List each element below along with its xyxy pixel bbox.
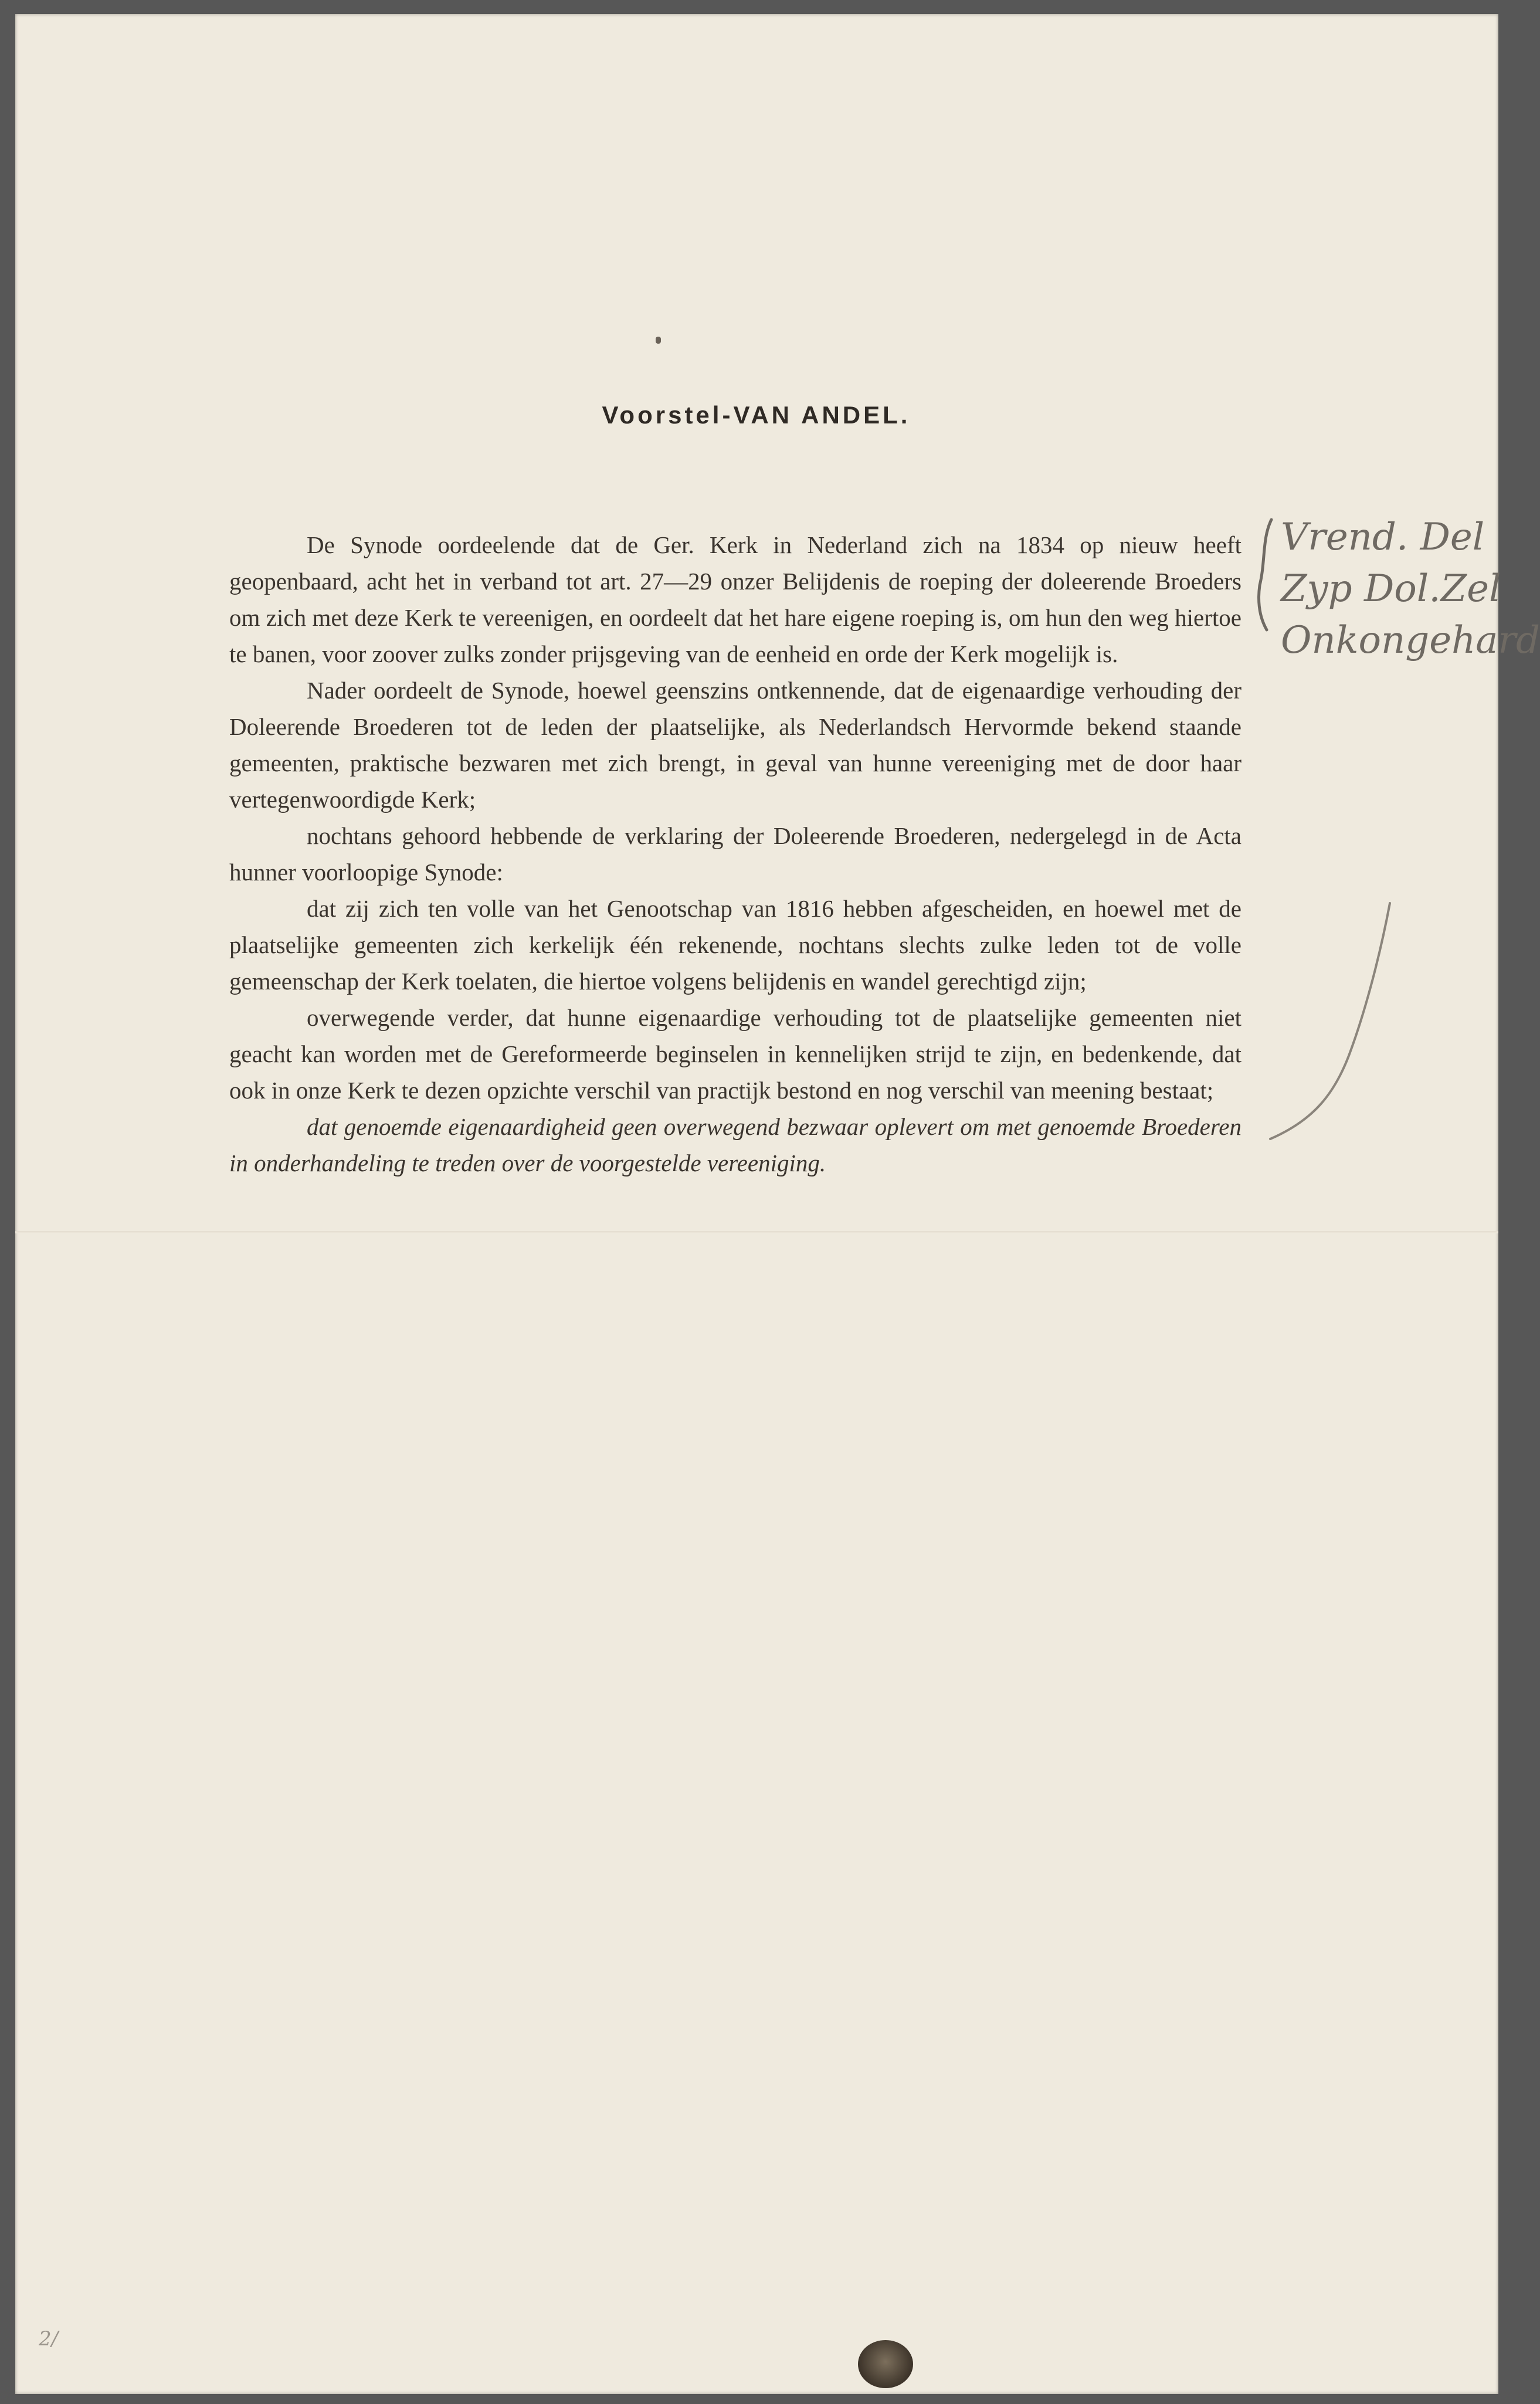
margin-note-line-2: Zyp Dol.Zel <box>1281 567 1501 611</box>
document-page <box>15 14 1498 2394</box>
handwritten-margin-note <box>1254 515 1540 703</box>
margin-pencil-stroke-icon <box>1261 897 1402 1144</box>
document-body <box>229 527 1242 1181</box>
conclusion-paragraph: dat genoemde eigenaardigheid geen overwegend bezwaar oplevert om met genoemde Broederen in onderhandeling te treden over de voorgestelde vereeniging. <box>229 1113 1242 1176</box>
margin-note-line-1: Vrend. Del <box>1281 516 1485 559</box>
paragraph-2: Nader oordeelt de Synode, hoewel geenszins ontkennende, dat de eigenaardige verhouding der Doleerende Broederen tot de leden der plaatselijke, als Nederlandsch Hervormde bekend staande gemeenten, praktische bezwaren met zich brengt, in geval van hunne vereeniging met de door haar vertegenwoordigde Kerk; <box>229 677 1242 813</box>
margin-note-line-3: Onkongehard <box>1281 619 1540 662</box>
archive-stamp-icon <box>858 2340 913 2388</box>
paragraph-3: nochtans gehoord hebbende de verklaring der Doleerende Broederen, nedergelegd in de Acta hunner voorloopige Synode: <box>229 822 1242 886</box>
paragraph-1: De Synode oordeelende dat de Ger. Kerk in Nederland zich na 1834 op nieuw heeft geopenbaard, acht het in verband tot art. 27—29 onzer Belijdenis de roeping der doleerende Broeders om zich met deze Kerk te vereenigen, en oordeelt dat het hare eigene roeping is, om hun den weg hiertoe te banen, voor zoover zulks zonder prijsgeving van de eenheid en orde der Kerk mogelijk is. <box>229 531 1242 667</box>
document-title: Voorstel-VAN ANDEL. <box>602 401 911 429</box>
paragraph-5: overwegende verder, dat hunne eigenaardige verhouding tot de plaatselijke gemeenten niet geacht kan worden met de Gereformeerde beginselen in kennelijken strijd te zijn, en bedenkende, dat ook in onze Kerk te dezen opzichte verschil van practijk bestond en nog verschil van meening bestaat; <box>229 1004 1242 1104</box>
ink-dot <box>656 337 661 344</box>
page-fold <box>15 1231 1498 1233</box>
paragraph-4: dat zij zich ten volle van het Genootschap van 1816 hebben afgescheiden, en hoewel met de plaatselijke gemeenten zich kerkelijk één rekenende, nochtans slechts zulke leden tot de volle gemeenschap der Kerk toelaten, die hiertoe volgens belijdenis en wandel gerechtigd zijn; <box>229 895 1242 995</box>
corner-pencil-mark: 2/ <box>39 2327 59 2351</box>
